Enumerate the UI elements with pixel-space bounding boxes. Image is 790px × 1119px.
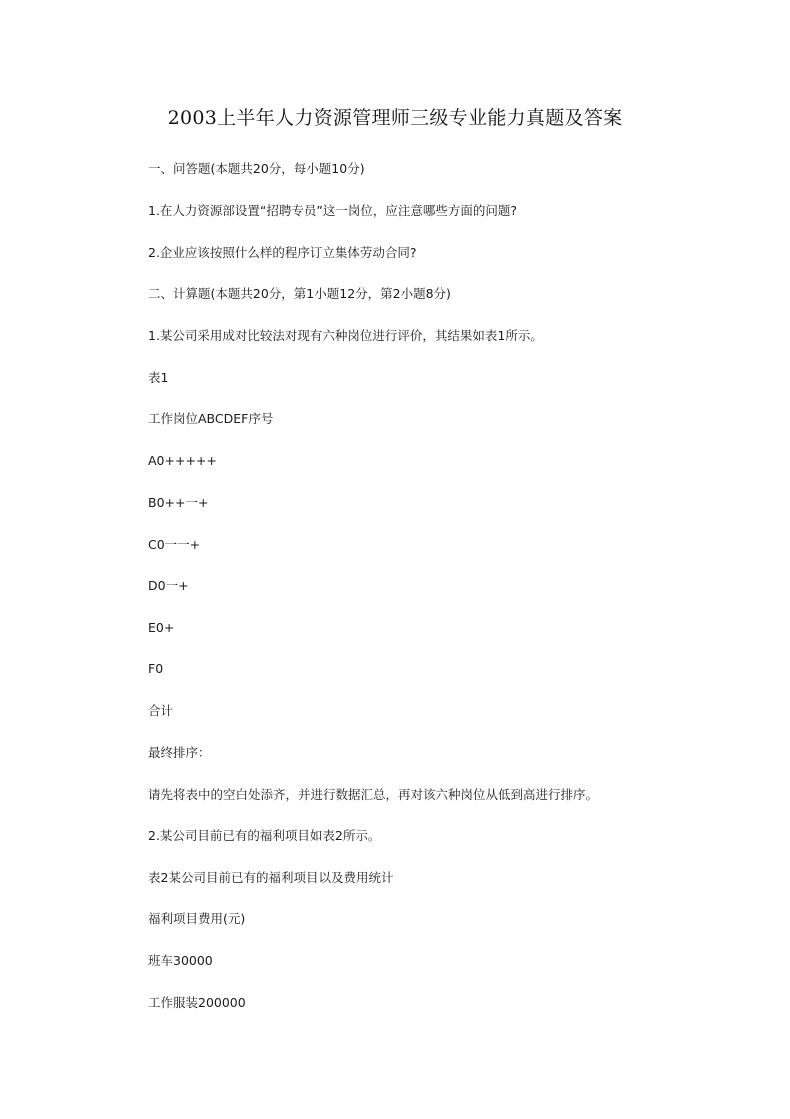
- table-1-total-row: 合计: [148, 703, 174, 718]
- table-2-header-row: 福利项目费用(元): [148, 911, 246, 926]
- table-1-row-c: C0一一+: [148, 537, 201, 552]
- section-heading-qa: 一、问答题(本题共20分，每小题10分): [148, 161, 365, 176]
- table-1-row-d: D0一+: [148, 578, 189, 593]
- table-2-row-shuttle: 班车30000: [148, 953, 213, 968]
- table-1-row-f: F0: [148, 661, 164, 676]
- document-title: 2003上半年人力资源管理师三级专业能力真题及答案: [167, 107, 623, 129]
- table-2-caption: 表2某公司目前已有的福利项目以及费用统计: [148, 870, 394, 885]
- final-ranking-label: 最终排序：: [148, 745, 211, 760]
- table-1-row-e: E0+: [148, 620, 175, 635]
- table-1-label: 表1: [148, 370, 169, 385]
- section-heading-calc: 二、计算题(本题共20分，第1小题12分，第2小题8分): [148, 286, 451, 301]
- calc-question-1: 1.某公司采用成对比较法对现有六种岗位进行评价，其结果如表1所示。: [148, 328, 543, 343]
- table-1-row-a: A0+++++: [148, 453, 217, 468]
- question-1: 1.在人力资源部设置“招聘专员”这一岗位，应注意哪些方面的问题?: [148, 203, 518, 218]
- calc-instruction: 请先将表中的空白处添齐，并进行数据汇总，再对该六种岗位从低到高进行排序。: [148, 787, 599, 802]
- table-1-header-row: 工作岗位ABCDEF序号: [148, 411, 274, 426]
- table-2-row-uniform: 工作服装200000: [148, 995, 246, 1010]
- table-1-row-b: B0++一+: [148, 495, 209, 510]
- question-2: 2.企业应该按照什么样的程序订立集体劳动合同?: [148, 245, 417, 260]
- calc-question-2: 2.某公司目前已有的福利项目如表2所示。: [148, 828, 381, 843]
